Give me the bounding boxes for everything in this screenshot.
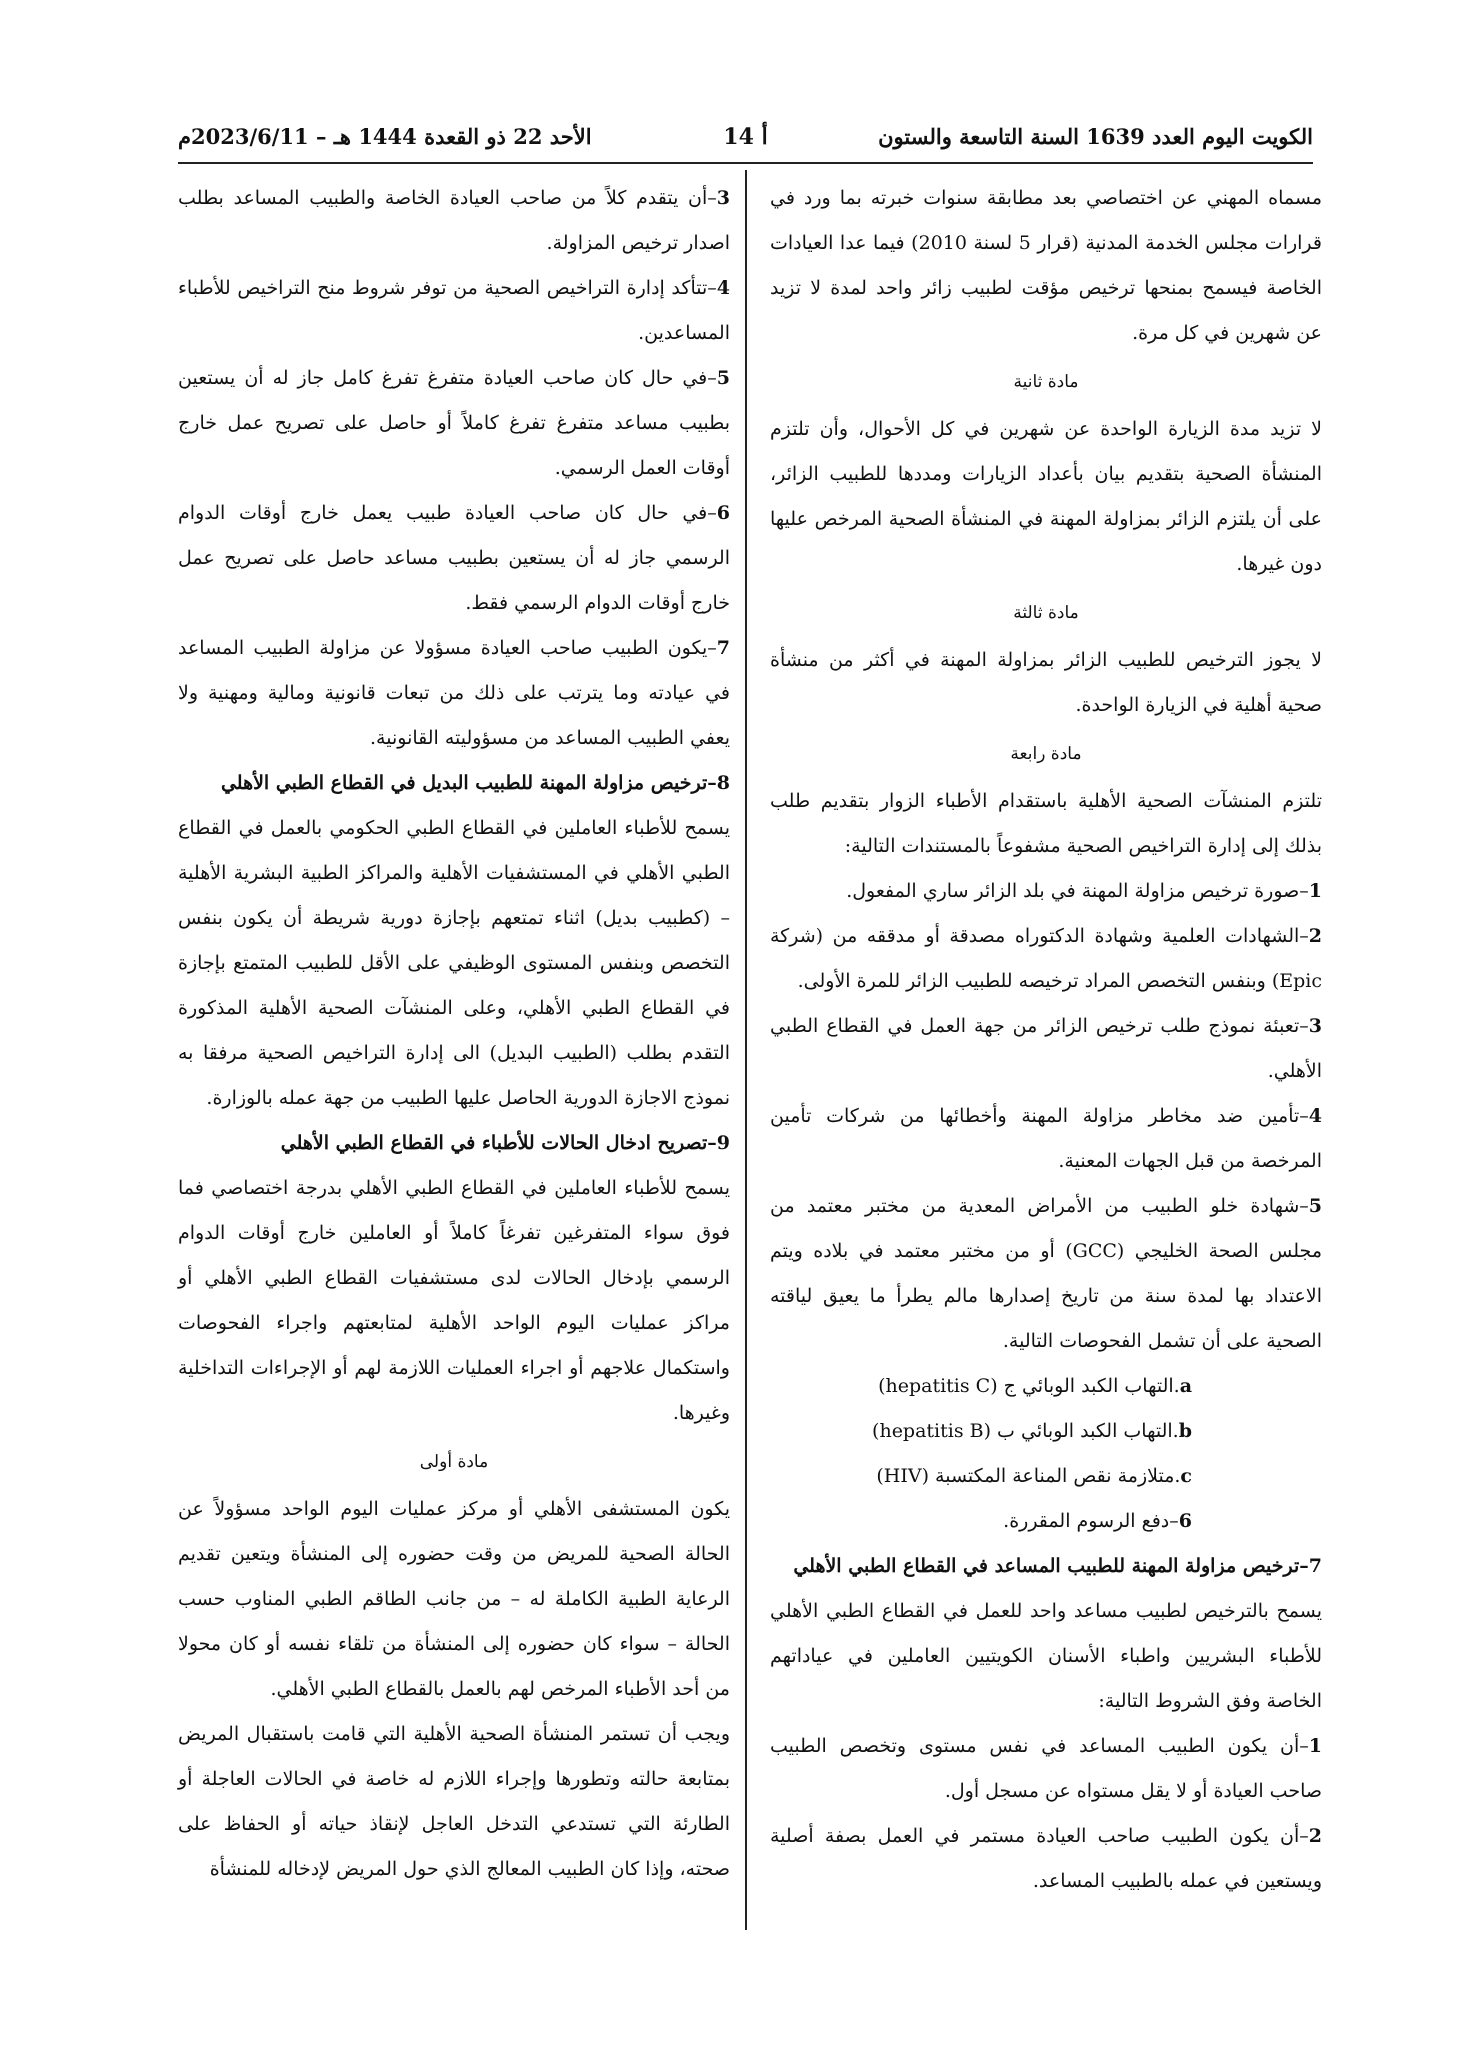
- sub-item-label: c: [1180, 1465, 1192, 1487]
- article-1-body: يكون المستشفى الأهلي أو مركز عمليات اليوم الواحد مسؤولاً عن الحالة الصحية للمريض من وقت حضوره إلى المنشأة ويتعين تقديم الرعاية الطبية الكاملة له – من جانب الطاقم الطبي المناوب حسب الحالة – سواء كان حضوره إلى المنشأة من تلقاء نفسه أو كان محولا من أحد الأطباء المرخص لهم بالعمل بالقطاع الطبي الأهلي.: [178, 1498, 730, 1700]
- item-number: 7: [1308, 1555, 1322, 1577]
- list-item: [770, 1004, 1322, 1094]
- item-number: 5: [716, 367, 730, 389]
- item-text: –أن يتقدم كلاً من صاحب العيادة الخاصة والطبيب المساعد بطلب اصدار ترخيص المزاولة.: [178, 187, 730, 254]
- header-issue-info: الكويت اليوم العدد 1639 السنة التاسعة والستون: [878, 124, 1313, 149]
- sub-item-text: .التهاب الكبد الوبائي ج (hepatitis C): [878, 1375, 1180, 1397]
- item-text: –تتأكد إدارة التراخيص الصحية من توفر شروط منح التراخيص للأطباء المساعدين.: [178, 277, 730, 344]
- header-date: الأحد 22 ذو القعدة 1444 هـ – 2023/6/11م: [178, 124, 592, 149]
- item-number: 4: [716, 277, 730, 299]
- item-text: –في حال كان صاحب العيادة متفرغ تفرغ كامل جاز له أن يستعين بطبيب مساعد متفرغ تفرغ كاملاً أو حاصل على تصريح عمل خارج أوقات العمل الرسمي.: [178, 367, 730, 479]
- item-number: 5: [1308, 1195, 1322, 1217]
- sub-item-label: a: [1179, 1375, 1192, 1397]
- left-column: [178, 176, 730, 1892]
- list-item: [178, 356, 730, 491]
- item-text: –صورة ترخيص مزاولة المهنة في بلد الزائر ساري المفعول.: [846, 880, 1309, 902]
- list-item: [770, 914, 1322, 1004]
- article-2-body: لا تزيد مدة الزيارة الواحدة عن شهرين في كل الأحوال، وأن تلتزم المنشأة الصحية بتقديم بيان بأعداد الزيارات ومددها للطبيب الزائر، على أن يلتزم الزائر بمزاولة المهنة في المنشأة الصحية المرخص عليها دون غيرها.: [770, 418, 1322, 575]
- item-number: 1: [1308, 880, 1322, 902]
- section-body: يسمح بالترخيص لطبيب مساعد واحد للعمل في القطاع الطبي الأهلي للأطباء البشريين واطباء الأسنان الكويتيين العاملين في عياداتهم الخاصة وفق الشروط التالية:: [770, 1600, 1322, 1712]
- list-item: [770, 1184, 1322, 1364]
- item-text: –تأمين ضد مخاطر مزاولة المهنة وأخطائها من شركات تأمين المرخصة من قبل الجهات المعنية.: [770, 1105, 1322, 1172]
- item-number: 6: [716, 502, 730, 524]
- item-number: 4: [1308, 1105, 1322, 1127]
- item-text: –تصريح ادخال الحالات للأطباء في القطاع الطبي الأهلي: [280, 1132, 717, 1154]
- sub-item: [770, 1364, 1322, 1409]
- right-column: [770, 176, 1322, 1904]
- list-item: [178, 266, 730, 356]
- sub-item: [770, 1409, 1322, 1454]
- item-text: –أن يكون الطبيب المساعد في نفس مستوى وتخصص الطبيب صاحب العيادة أو لا يقل مستواه عن مسجل أول.: [770, 1735, 1322, 1802]
- section-title: [178, 1121, 730, 1166]
- article-1-body-continued: ويجب أن تستمر المنشأة الصحية الأهلية التي قامت باستقبال المريض بمتابعة حالته وتطورها وإجراء اللازم له خاصة في الحالات العاجلة أو الطارئة التي تستدعي التدخل العاجل لإنقاذ حياته أو الحفاظ على صحته، وإذا كان الطبيب المعالج الذي حول المريض لإدخاله للمنشأة: [178, 1723, 730, 1880]
- item-number: 2: [1308, 1825, 1322, 1847]
- item-number: 3: [716, 187, 730, 209]
- item-number: 7: [716, 637, 730, 659]
- section-body: يسمح للأطباء العاملين في القطاع الطبي الحكومي بالعمل في القطاع الطبي الأهلي في المستشفيات الأهلية والمراكز الطبية البشرية الأهلية – (كطبيب بديل) اثناء تمتعهم بإجازة دورية شريطة أن يكون بنفس التخصص وبنفس المستوى الوظيفي على الأقل للطبيب المتمتع بإجازة في القطاع الطبي الأهلي، وعلى المنشآت الصحية الأهلية المذكورة التقدم بطلب (الطبيب البديل) الى إدارة التراخيص الصحية مرفقا به نموذج الاجازة الدورية الحاصل عليها الطبيب من جهة عمله بالوزارة.: [178, 817, 731, 1109]
- item-number: 9: [716, 1132, 730, 1154]
- item-text: –تعبئة نموذج طلب ترخيص الزائر من جهة العمل في القطاع الطبي الأهلي.: [770, 1015, 1322, 1082]
- article-3-body: لا يجوز الترخيص للطبيب الزائر بمزاولة المهنة في أكثر من منشأة صحية أهلية في الزيارة الواحدة.: [770, 649, 1322, 716]
- header-rule: [178, 162, 1313, 164]
- column-divider: [745, 170, 747, 1930]
- sub-item-text: .متلازمة نقص المناعة المكتسبة (HIV): [876, 1465, 1181, 1487]
- item-text: –الشهادات العلمية وشهادة الدكتوراه مصدقة أو مدققه من (شركة Epic) وبنفس التخصص المراد ترخيصه للطبيب الزائر للمرة الأولى.: [770, 925, 1322, 992]
- article-4-title: مادة رابعة: [1010, 744, 1082, 764]
- list-item: [770, 1499, 1322, 1544]
- header-page-number: أ 14: [723, 124, 768, 150]
- sub-item-label: b: [1178, 1420, 1192, 1442]
- item-number: 2: [1308, 925, 1322, 947]
- item-number: 6: [1178, 1510, 1192, 1532]
- list-item: [770, 1094, 1322, 1184]
- list-item: [770, 869, 1322, 914]
- article-1-title: مادة أولى: [419, 1452, 489, 1472]
- item-text: –في حال كان صاحب العيادة طبيب يعمل خارج أوقات الدوام الرسمي جاز له أن يستعين بطبيب مساعد حاصل على تصريح عمل خارج أوقات الدوام الرسمي فقط.: [178, 502, 730, 614]
- list-item: [178, 491, 730, 626]
- page-header: [178, 118, 1313, 158]
- paragraph: مسماه المهني عن اختصاصي بعد مطابقة سنوات خبرته بما ورد في قرارات مجلس الخدمة المدنية (قرار 5 لسنة 2010) فيما عدا العيادات الخاصة فيسمح بمنحها ترخيص مؤقت لطبيب زائر واحد لمدة لا تزيد عن شهرين في كل مرة.: [770, 187, 1322, 344]
- item-text: –ترخيص مزاولة المهنة للطبيب البديل في القطاع الطبي الأهلي: [220, 772, 717, 794]
- item-number: 3: [1308, 1015, 1322, 1037]
- section-title: [770, 1544, 1322, 1589]
- item-text: –دفع الرسوم المقررة.: [1003, 1510, 1179, 1532]
- item-text: –ترخيص مزاولة المهنة للطبيب المساعد في القطاع الطبي الأهلي: [793, 1555, 1309, 1577]
- list-item: [178, 626, 730, 761]
- item-number: 1: [1308, 1735, 1322, 1757]
- sub-item: [770, 1454, 1322, 1499]
- item-text: –شهادة خلو الطبيب من الأمراض المعدية من مختبر معتمد من مجلس الصحة الخليجي (GCC) أو من مختبر معتمد في بلاده ويتم الاعتداد بها لمدة سنة من تاريخ إصدارها مالم يطرأ ما يعيق لياقته الصحية على أن تشمل الفحوصات التالية.: [770, 1195, 1322, 1352]
- sub-item-text: .التهاب الكبد الوبائي ب (hepatitis B): [872, 1420, 1179, 1442]
- article-2-title: مادة ثانية: [1013, 372, 1079, 392]
- list-item: [770, 1814, 1322, 1904]
- list-item: [770, 1724, 1322, 1814]
- item-text: –يكون الطبيب صاحب العيادة مسؤولا عن مزاولة الطبيب المساعد في عيادته وما يترتب على ذلك من تبعات قانونية ومالية ومهنية ولا يعفي الطبيب المساعد من مسؤوليته القانونية.: [178, 637, 730, 749]
- list-item: [178, 176, 730, 266]
- article-4-intro: تلتزم المنشآت الصحية الأهلية باستقدام الأطباء الزوار بتقديم طلب بذلك إلى إدارة التراخيص الصحية مشفوعاً بالمستندات التالية:: [770, 790, 1322, 857]
- item-text: –أن يكون الطبيب صاحب العيادة مستمر في العمل بصفة أصلية ويستعين في عمله بالطبيب المساعد.: [770, 1825, 1322, 1892]
- section-title: [178, 761, 730, 806]
- item-number: 8: [716, 772, 730, 794]
- article-3-title: مادة ثالثة: [1013, 603, 1079, 623]
- section-body: يسمح للأطباء العاملين في القطاع الطبي الأهلي بدرجة اختصاصي فما فوق سواء المتفرغين تفرغاً كاملاً أو العاملين خارج أوقات الدوام الرسمي بإدخال الحالات لدى مستشفيات القطاع الطبي الأهلي أو مراكز عمليات اليوم الواحد الأهلية لمتابعتهم واجراء الفحوصات واستكمال علاجهم أو اجراء العمليات اللازمة لهم أو الإجراءات التداخلية وغيرها.: [178, 1177, 731, 1424]
